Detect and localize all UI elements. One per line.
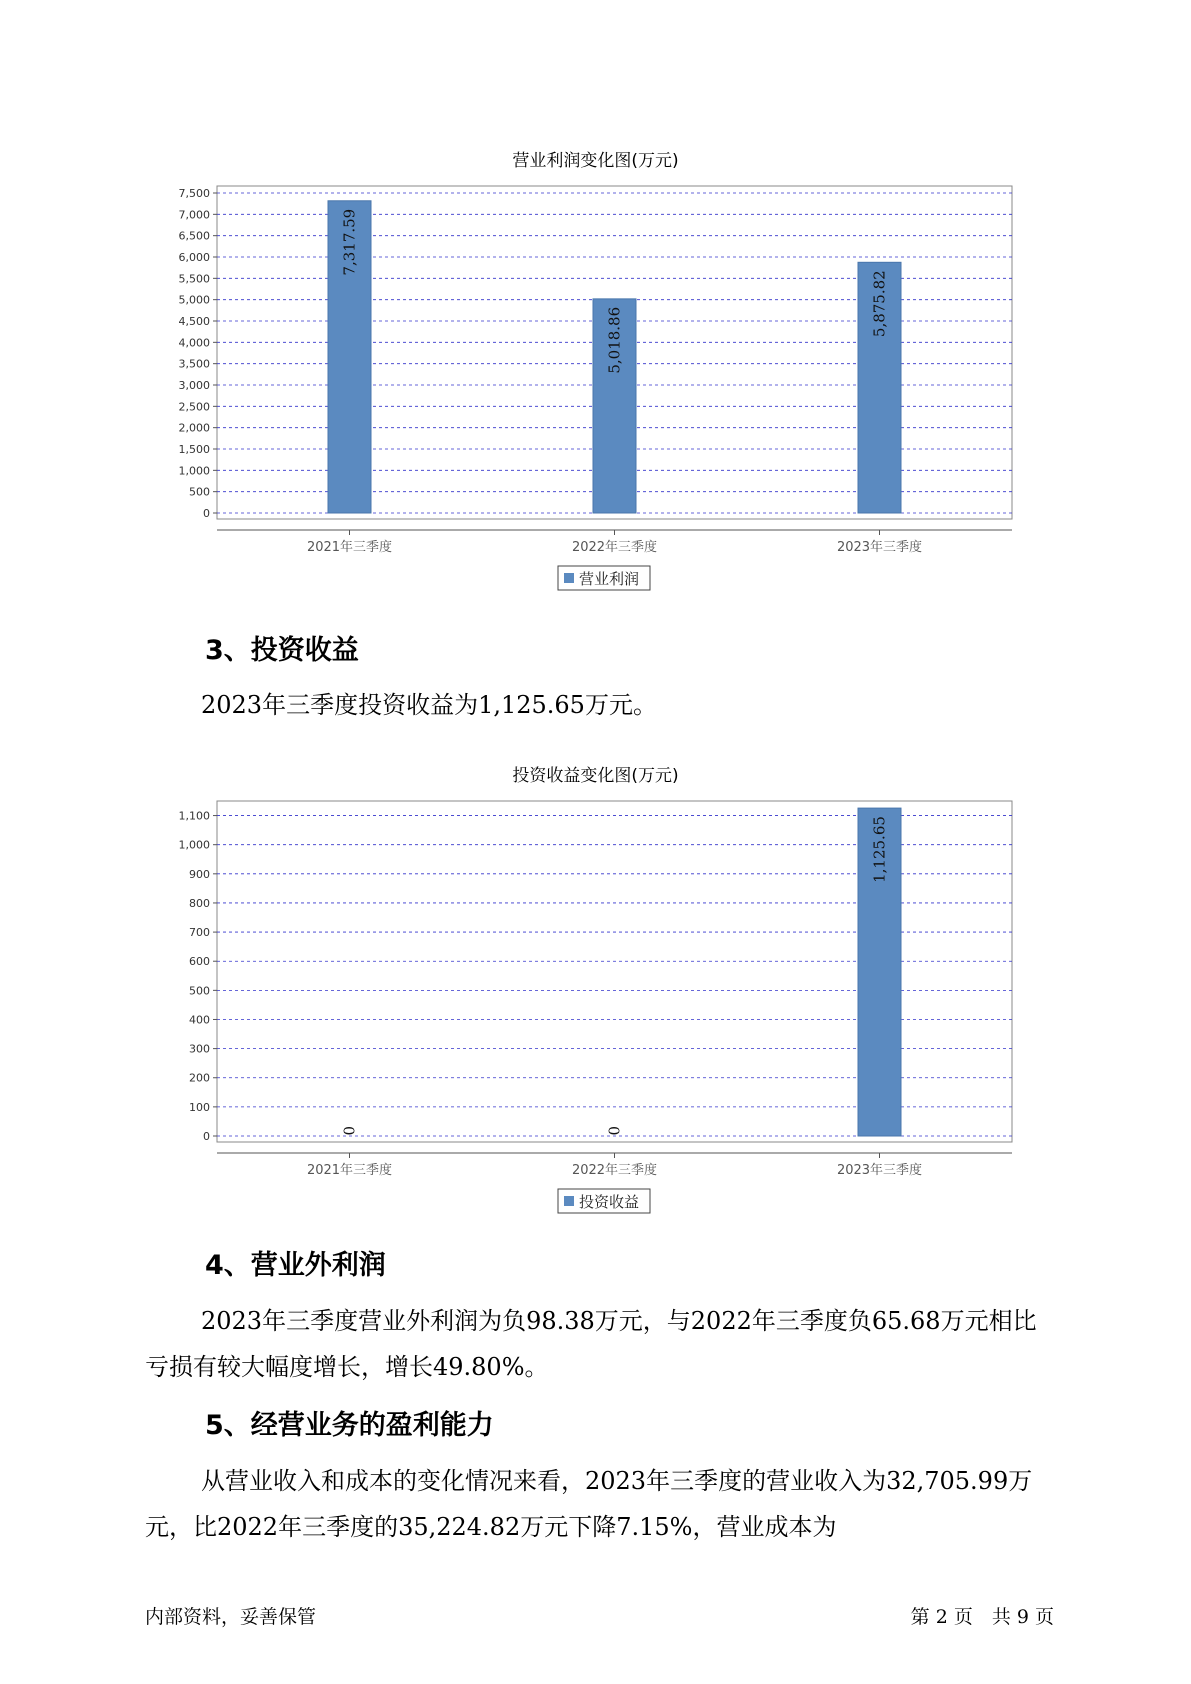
y-tick-label: 3,500 <box>178 357 210 371</box>
footer-confidential-note: 内部资料，妥善保管 <box>145 1606 317 1628</box>
data-label: 0 <box>605 1126 624 1136</box>
chart-1-title: 营业利润变化图(万元) <box>512 151 679 171</box>
y-tick-label: 4,500 <box>178 315 210 328</box>
x-tick-label: 2022年三季度 <box>571 1163 658 1178</box>
data-label: 5,018.86 <box>605 306 624 374</box>
legend-label: 营业利润 <box>579 570 640 588</box>
y-tick-label: 600 <box>189 955 210 969</box>
y-tick-label: 700 <box>189 926 210 940</box>
section-5-paragraph: 从营业收入和成本的变化情况来看，2023年三季度的营业收入为32,705.99万元，比2022年三季度的35,224.82万元下降7.15%，营业成本为 <box>145 1467 1033 1541</box>
y-tick-label: 1,000 <box>178 838 210 852</box>
y-tick-label: 6,000 <box>178 251 210 264</box>
x-tick-label: 2021年三季度 <box>306 540 393 555</box>
data-label: 5,875.82 <box>870 270 889 338</box>
data-label: 1,125.65 <box>870 816 889 883</box>
y-tick-label: 1,000 <box>178 464 210 478</box>
y-tick-label: 100 <box>189 1100 210 1114</box>
y-tick-label: 400 <box>189 1013 210 1027</box>
legend-swatch <box>564 573 574 583</box>
y-tick-label: 2,000 <box>178 421 210 435</box>
y-tick-label: 500 <box>189 984 210 998</box>
section-3-heading: 3、投资收益 <box>205 635 359 666</box>
y-tick-label: 200 <box>189 1071 210 1085</box>
y-tick-label: 4,000 <box>178 336 210 350</box>
operating-profit-chart <box>0 180 1191 600</box>
y-tick-label: 5,000 <box>178 293 210 307</box>
data-label: 0 <box>340 1126 359 1136</box>
chart-2-title: 投资收益变化图(万元) <box>512 766 679 786</box>
x-tick-label: 2023年三季度 <box>836 1163 923 1178</box>
y-tick-label: 7,000 <box>178 208 210 222</box>
y-tick-label: 300 <box>189 1042 210 1056</box>
investment-income-chart <box>0 795 1191 1215</box>
y-tick-label: 1,500 <box>178 443 210 456</box>
section-3-paragraph: 2023年三季度投资收益为1,125.65万元。 <box>201 691 657 719</box>
section-4-heading: 4、营业外利润 <box>205 1250 386 1281</box>
x-tick-label: 2021年三季度 <box>306 1163 393 1178</box>
data-label: 7,317.59 <box>340 208 359 276</box>
y-tick-label: 2,500 <box>178 400 210 414</box>
y-tick-label: 5,500 <box>178 272 210 286</box>
y-tick-label: 900 <box>189 867 210 881</box>
y-tick-label: 6,500 <box>178 229 210 243</box>
x-tick-label: 2023年三季度 <box>836 540 923 555</box>
y-tick-label: 500 <box>189 485 210 499</box>
legend-label: 投资收益 <box>579 1193 640 1211</box>
y-tick-label: 1,100 <box>178 809 210 823</box>
footer-page-number: 第 2 页 共 9 页 <box>910 1606 1054 1628</box>
section-4-paragraph: 2023年三季度营业外利润为负98.38万元，与2022年三季度负65.68万元相比亏损有较大幅度增长，增长49.80%。 <box>145 1307 1037 1381</box>
y-tick-label: 7,500 <box>178 187 210 200</box>
y-tick-label: 0 <box>203 1130 210 1143</box>
y-tick-label: 0 <box>203 507 210 520</box>
y-tick-label: 800 <box>189 896 210 910</box>
legend-swatch <box>564 1196 574 1206</box>
y-tick-label: 3,000 <box>178 379 210 392</box>
x-tick-label: 2022年三季度 <box>571 540 658 555</box>
section-5-heading: 5、经营业务的盈利能力 <box>205 1410 494 1441</box>
